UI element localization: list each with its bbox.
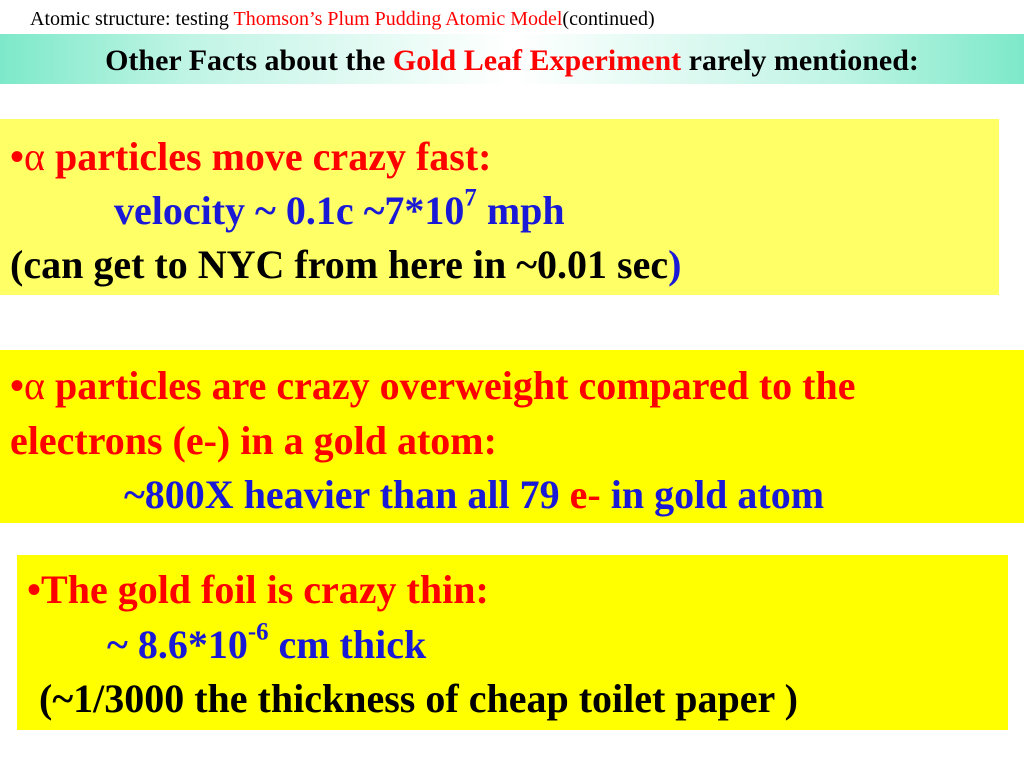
slide-subtitle xyxy=(30,8,655,31)
aside-text: can get to NYC from here in ~0.01 sec xyxy=(23,242,669,287)
slide-title xyxy=(0,44,1024,78)
title-highlight: Gold Leaf Experiment xyxy=(392,44,682,77)
detail-highlight: e- xyxy=(569,472,601,517)
fact3-heading-text: The gold foil is crazy thin: xyxy=(41,567,489,612)
aside-close-paren: ) xyxy=(668,242,682,287)
bullet-icon: • xyxy=(27,567,42,612)
fact1-aside xyxy=(10,242,682,287)
thickness-unit: cm thick xyxy=(268,622,427,667)
fact2-heading-line2: electrons (e-) in a gold atom: xyxy=(10,418,497,463)
velocity-value: velocity ~ 0.1c ~7*10 xyxy=(114,188,465,233)
alpha-symbol: α xyxy=(24,363,45,408)
subtitle-prefix: Atomic structure: testing xyxy=(30,8,234,30)
subtitle-suffix: (continued) xyxy=(562,8,655,30)
thickness-tilde: ~ xyxy=(107,622,138,667)
title-part1: Other Facts about the xyxy=(105,44,393,77)
fact-box-mass xyxy=(0,350,1024,523)
bullet-icon: • xyxy=(10,134,25,179)
fact2-heading-text: particles are crazy overweight compared to the xyxy=(44,363,856,408)
fact-box-thickness xyxy=(17,555,1008,730)
thickness-value: 8.6*10 xyxy=(137,622,248,667)
fact3-thickness xyxy=(107,618,427,667)
fact-box-speed xyxy=(0,119,999,295)
velocity-exponent: 7 xyxy=(464,184,477,212)
detail-part2: in gold atom xyxy=(600,472,825,517)
bullet-icon: • xyxy=(10,363,25,408)
detail-part1: ~800X heavier than all 79 xyxy=(124,472,570,517)
fact1-heading xyxy=(10,134,492,179)
fact2-detail xyxy=(124,472,825,517)
fact1-heading-text: particles move crazy fast: xyxy=(44,134,492,179)
title-part2: rarely mentioned: xyxy=(681,44,919,77)
velocity-unit: mph xyxy=(476,188,565,233)
fact2-heading-line1 xyxy=(10,363,856,408)
aside-open-paren: ( xyxy=(10,242,24,287)
fact3-heading xyxy=(27,567,489,612)
thickness-exponent: -6 xyxy=(247,618,269,646)
subtitle-highlight: Thomson’s Plum Pudding Atomic Model xyxy=(233,8,563,30)
alpha-symbol: α xyxy=(24,134,45,179)
fact1-velocity xyxy=(114,184,565,233)
fact3-aside: (~1/3000 the thickness of cheap toilet paper ) xyxy=(39,676,798,721)
